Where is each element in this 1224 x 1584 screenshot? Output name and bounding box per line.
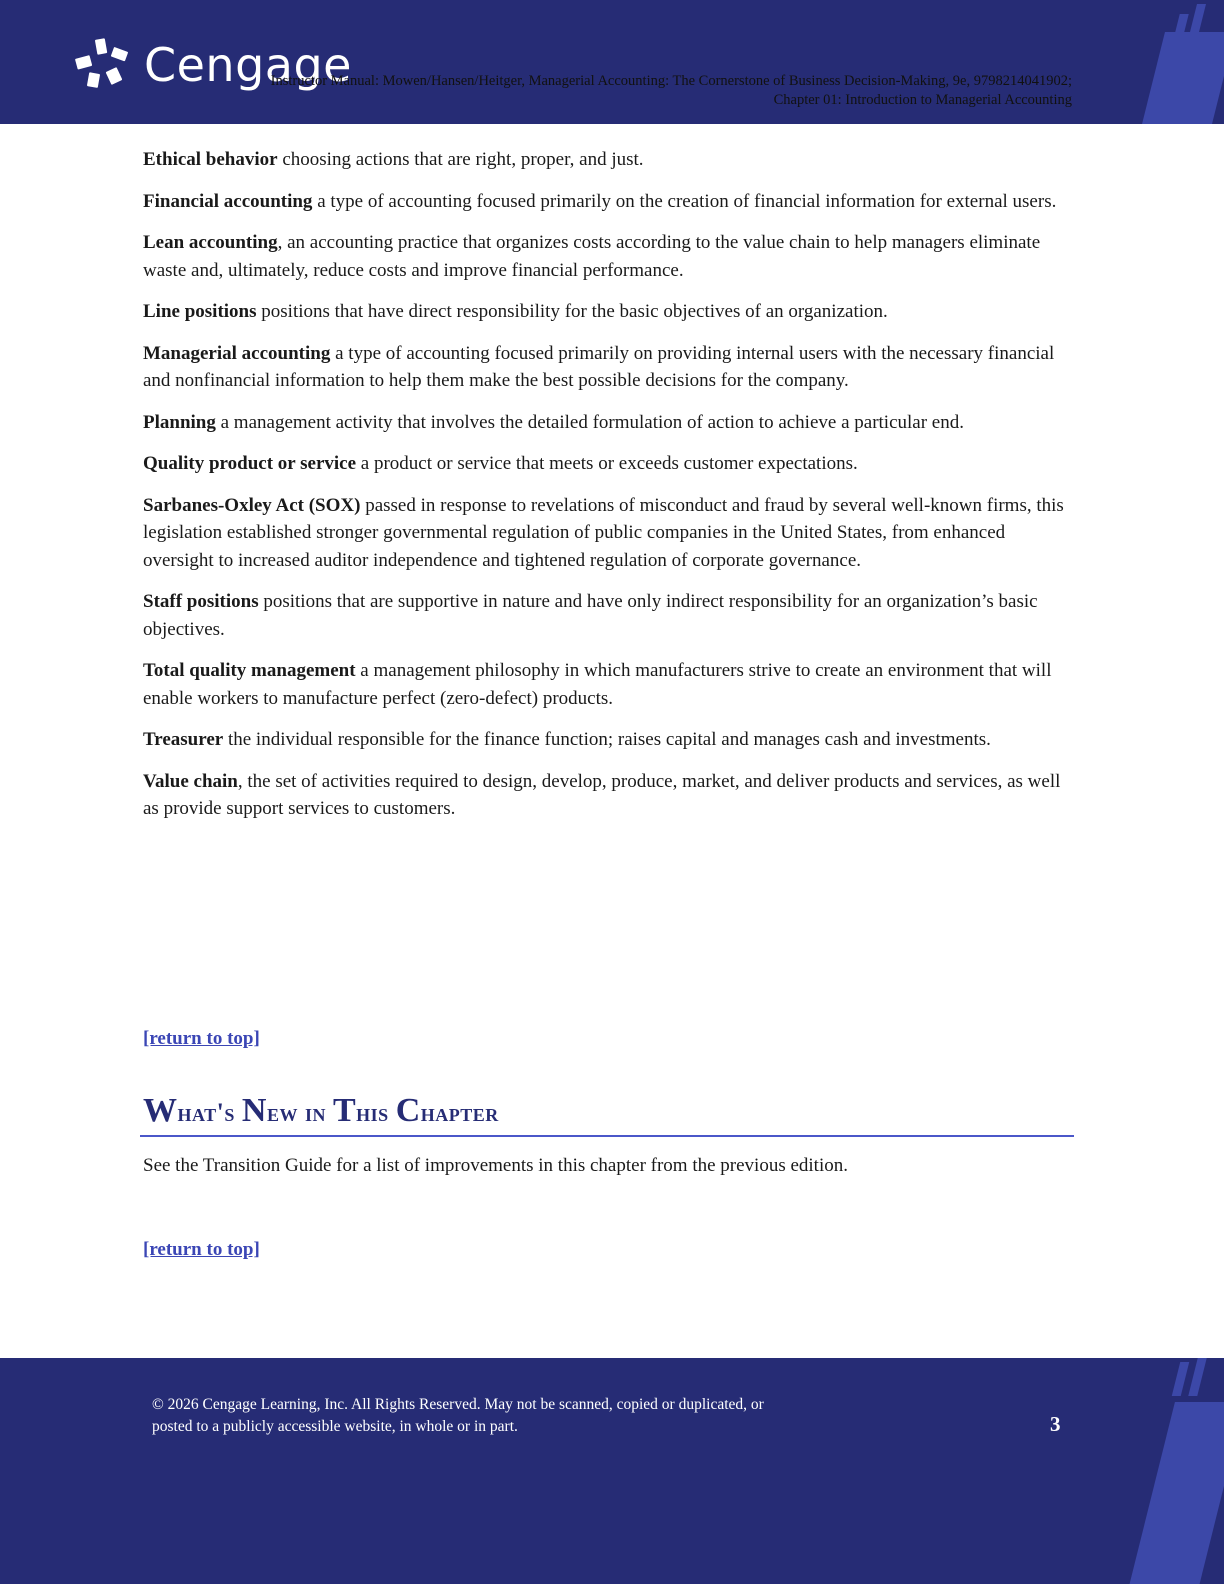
- copyright-line: © 2026 Cengage Learning, Inc. All Rights Reserved. May not be scanned, copied or duplicated, or: [152, 1396, 764, 1413]
- return-to-top-link[interactable]: [return to top]: [143, 1028, 260, 1049]
- heading-letter: N: [241, 1092, 267, 1129]
- definition-text: a type of accounting focused primarily on the creation of financial information for external users.: [312, 190, 1057, 212]
- page-header: [0, 0, 1224, 124]
- footer-decoration-bar-1: [1172, 1362, 1189, 1396]
- definition-planning: [143, 409, 1075, 437]
- definition-lean-accounting: [143, 229, 1075, 284]
- definition-total-quality-management: [143, 657, 1075, 712]
- definition-term: Ethical behavior: [143, 149, 278, 170]
- definition-text: a management activity that involves the detailed formulation of action to achieve a particular end.: [215, 411, 964, 433]
- definition-value-chain: [143, 768, 1075, 823]
- header-chapter-title: Chapter 01: Introduction to Managerial Accounting: [773, 92, 1072, 108]
- definition-term: Quality product or service: [143, 453, 357, 474]
- definition-ethical-behavior: [143, 146, 1075, 174]
- header-book-title: Instructor Manual: Mowen/Hansen/Heitger, Managerial Accounting: The Cornerstone of Business Decision-Making, 9e, 9798214041902;: [270, 73, 1072, 89]
- definition-line-positions: [143, 298, 1075, 326]
- definition-text: the individual responsible for the finance function; raises capital and manages cash and investments.: [223, 729, 991, 750]
- definition-term: Treasurer: [143, 729, 224, 750]
- glossary-definitions: [143, 146, 1075, 837]
- definition-term: Staff positions: [143, 591, 259, 612]
- definition-text: a type of accounting focused primarily on providing internal users with the necessary financial and nonfinancial information to help them make the best possible decisions for the company.: [143, 342, 1055, 391]
- page-footer: [0, 1358, 1224, 1584]
- definition-quality-product: [143, 450, 1075, 478]
- return-to-top-link[interactable]: [return to top]: [143, 1239, 260, 1260]
- definition-term: Line positions: [143, 301, 257, 322]
- definition-text: , the set of activities required to design, develop, produce, market, and deliver products and services, as well as provide support services to customers.: [143, 770, 1061, 819]
- definition-term: Lean accounting: [143, 232, 278, 253]
- definition-managerial-accounting: [143, 340, 1075, 395]
- definition-treasurer: [143, 726, 1075, 754]
- heading-letter: C: [395, 1092, 421, 1129]
- definition-term: Value chain: [143, 770, 238, 792]
- heading-word: his: [356, 1098, 389, 1127]
- footer-decoration-shape: [1125, 1402, 1224, 1584]
- definition-staff-positions: [143, 588, 1075, 643]
- definition-text: positions that are supportive in nature and have only indirect responsibility for an organization’s basic objectives.: [143, 591, 1038, 640]
- cengage-logo-icon: [72, 37, 134, 93]
- definition-text: , an accounting practice that organizes costs according to the value chain to help managers eliminate waste and, ultimately, reduce costs and improve financial performance.: [143, 232, 1041, 281]
- heading-word: hat's: [177, 1098, 235, 1127]
- definition-financial-accounting: [143, 188, 1075, 216]
- header-decoration-shape: [1135, 32, 1224, 124]
- definition-term: Sarbanes-Oxley Act (SOX): [143, 494, 361, 516]
- copyright-notice: [152, 1394, 872, 1438]
- definition-text: a management philosophy in which manufacturers strive to create an environment that will enable workers to manufacture perfect (zero-defect) products.: [143, 660, 1052, 709]
- heading-word: hapter: [420, 1098, 499, 1127]
- heading-word: ew in: [266, 1098, 326, 1127]
- heading-letter: W: [143, 1092, 178, 1129]
- section-heading-whats-new: [143, 1092, 1073, 1130]
- footer-decoration-bar-2: [1188, 1358, 1208, 1396]
- definition-text: a product or service that meets or exceeds customer expectations.: [356, 453, 858, 474]
- page-number: 3: [1050, 1412, 1061, 1436]
- section-paragraph: See the Transition Guide for a list of improvements in this chapter from the previous edition.: [143, 1155, 848, 1176]
- definition-term: Planning: [143, 411, 216, 433]
- heading-letter: T: [332, 1092, 357, 1129]
- copyright-line: posted to a publicly accessible website, in whole or in part.: [152, 1418, 518, 1435]
- logo-wordmark: Cengage: [144, 38, 352, 92]
- definition-term: Managerial accounting: [143, 342, 331, 364]
- definition-text: positions that have direct responsibility for the basic objectives of an organization.: [256, 301, 888, 322]
- section-divider: [140, 1135, 1074, 1137]
- definition-text: choosing actions that are right, proper, and just.: [277, 149, 644, 170]
- definition-sarbanes-oxley: [143, 492, 1075, 575]
- definition-term: Financial accounting: [143, 190, 313, 212]
- definition-term: Total quality management: [143, 660, 356, 681]
- definition-text: passed in response to revelations of misconduct and fraud by several well-known firms, this legislation established stronger governmental regulation of public companies in the United States, from enhanced oversight to increased auditor independence and tightened regulation of corporate governance.: [143, 494, 1064, 571]
